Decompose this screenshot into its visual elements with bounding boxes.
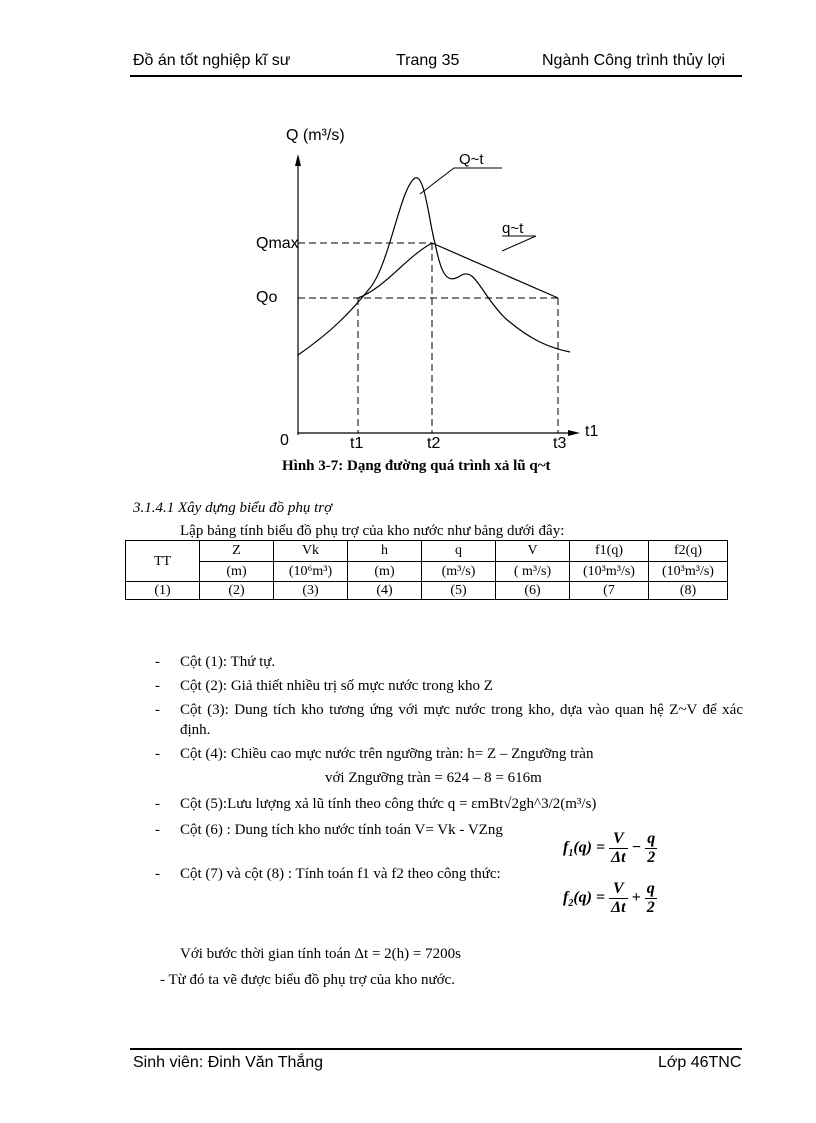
y-axis-label: Q (m³/s) [286,127,345,144]
discharge-figure [240,118,620,458]
list-item: - Cột (3): Dung tích kho tương ứng với mực nước trong kho, dựa vào quan hệ Z~V để xác định. [155,702,743,738]
label-origin: 0 [280,432,289,449]
unit-v: ( m³/s) [496,561,570,582]
header-left: Đồ án tốt nghiệp kĩ sư [133,52,291,69]
y-axis-arrow [295,154,301,166]
footer-left: Sinh viên: Đinh Văn Thắng [133,1054,324,1071]
table-number-row [126,582,728,600]
unit-q: (m³/s) [422,561,496,582]
list-item: - Cột (1): Thứ tự. [155,654,276,670]
list-item: - Cột (6) : Dung tích kho nước tính toán V= Vk - VZng [155,822,503,838]
header-page: Trang 35 [396,52,460,69]
num-2: (2) [200,582,274,600]
label-t2: t2 [427,435,441,452]
table-units-row [126,561,728,582]
label-q-t: q~t [502,220,524,237]
curve-q-t [358,243,558,298]
figure-caption: Hình 3-7: Dạng đường quá trình xả lũ q~t [282,458,551,474]
unit-f2: (10³m³/s) [649,561,728,582]
num-1: (1) [126,582,200,600]
th-h: h [348,541,422,562]
list-item: - Cột (7) và cột (8) : Tính toán f1 và f2 theo công thức: [155,866,501,882]
label-t-axis: t1 [585,423,599,440]
footer-right: Lớp 46TNC [658,1054,742,1071]
leader-Q-t [420,168,502,194]
label-qmax: Qmax [256,235,299,252]
list-item: - Cột (4): Chiều cao mực nước trên ngưỡng tràn: h= Z – Zngưỡng tràn [155,746,594,762]
num-4: (4) [348,582,422,600]
th-f1: f1(q) [570,541,649,562]
label-t3: t3 [553,435,567,452]
num-6: (6) [496,582,570,600]
section-title: 3.1.4.1 Xây dựng biểu đồ phụ trợ [133,500,333,516]
th-v: V [496,541,570,562]
unit-z: (m) [200,561,274,582]
conclusion-text: - Từ đó ta vẽ được biểu đồ phụ trợ của kho nước. [160,972,455,988]
x-axis-arrow [568,430,580,436]
unit-vk: (10⁶m³) [274,561,348,582]
label-qo: Qo [256,289,278,306]
notes-list [155,652,743,844]
unit-f1: (10³m³/s) [570,561,649,582]
label-Q-t: Q~t [459,151,484,168]
num-5: (5) [422,582,496,600]
list-item: với Zngưỡng tràn = 624 – 8 = 616m [325,770,542,786]
intro-text: Lập bảng tính biểu đồ phụ trợ của kho nước như bảng dưới đây: [180,523,565,539]
step-text: Với bước thời gian tính toán Δt = 2(h) = 7200s [180,946,461,962]
curve-Q-t [298,178,570,355]
num-3: (3) [274,582,348,600]
list-item: - Cột (5):Lưu lượng xả lũ tính theo công thức q = εmBt√2gh^3/2(m³/s) [155,796,597,812]
th-f2: f2(q) [649,541,728,562]
table-header-row [126,541,728,562]
label-t1: t1 [350,435,364,452]
num-7: (7 [570,582,649,600]
calc-table [125,540,728,600]
num-8: (8) [649,582,728,600]
th-tt: TT [126,541,200,582]
formula-f2: $f_2(q)$ = $\frac{V}{\Delta t}$ + $\frac{q}{2}$ [563,880,655,916]
th-q: q [422,541,496,562]
unit-h: (m) [348,561,422,582]
footer-rule [130,1048,742,1050]
th-vk: Vk [274,541,348,562]
th-z: Z [200,541,274,562]
header-right: Ngành Công trình thủy lợi [542,52,726,69]
leader-q-t [502,236,536,251]
list-item: - Cột (2): Giả thiết nhiều trị số mực nước trong kho Z [155,678,493,694]
header-rule [130,75,742,77]
formula-f1: $f_1(q)$ = $\frac{V}{\Delta t}$ − $\frac{q}{2}$ [563,830,656,866]
